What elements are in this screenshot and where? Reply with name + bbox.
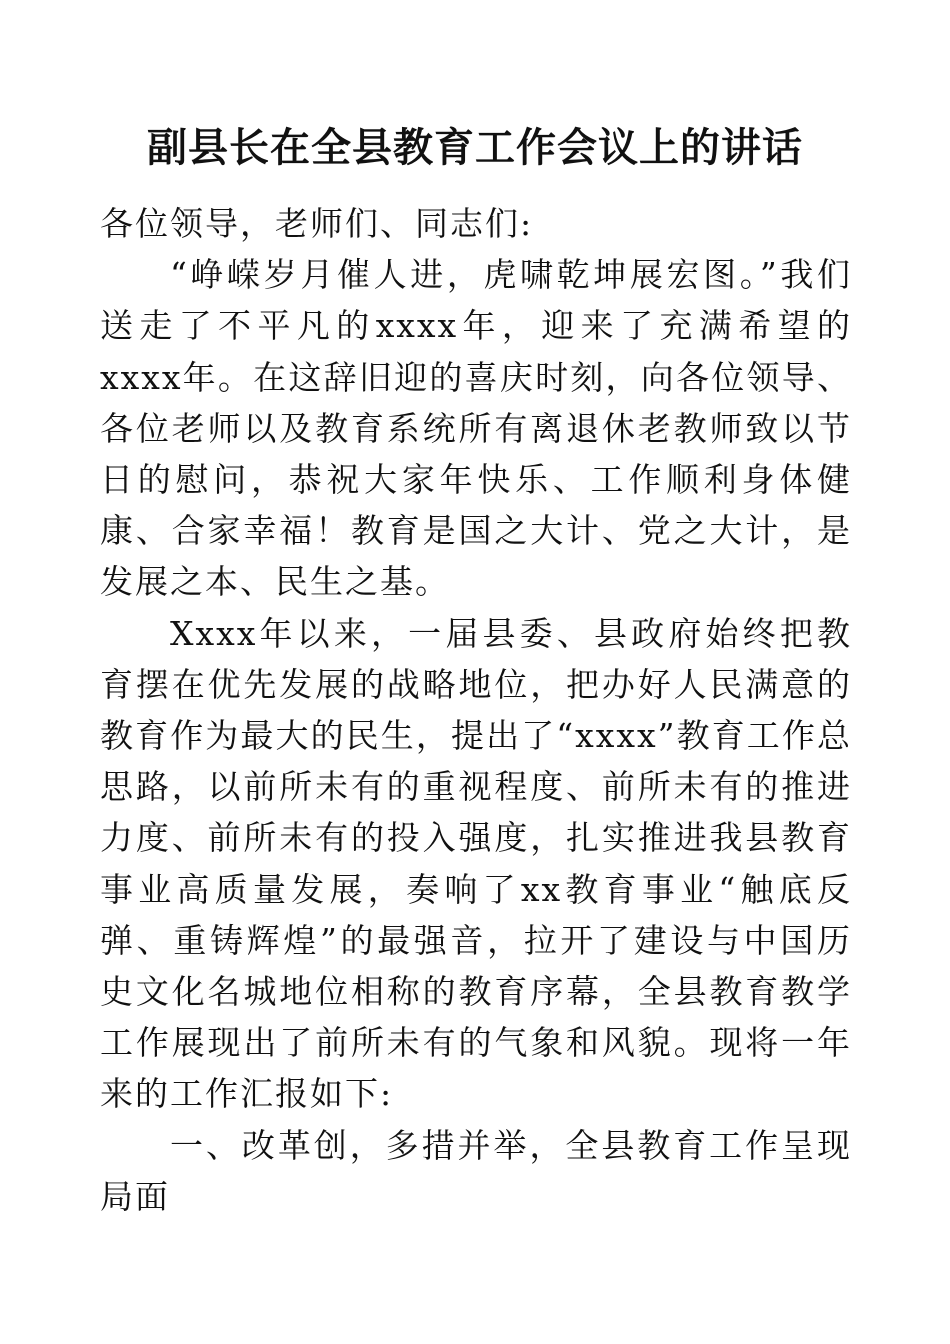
section-heading: 一、改革创，多措并举，全县教育工作呈现局面	[100, 1125, 852, 1216]
document-body	[100, 198, 852, 1222]
document-title: 副县长在全县教育工作会议上的讲话	[147, 124, 803, 171]
paragraph-opening: “峥嵘岁月催人进，虎啸乾坤展宏图。”我们送走了不平凡的xxxx年，迎来了充满希望的xxxx年。在这辞旧迎的喜庆时刻，向各位领导、各位老师以及教育系统所有离退休老教师致以节日的慰问，恭祝大家年快乐、工作顺利身体健康、合家幸福！教育是国之大计、党之大计，是发展之本、民生之基。	[100, 255, 852, 602]
salutation: 各位领导，老师们、同志们:	[100, 204, 534, 243]
paragraph-summary: Xxxx年以来，一届县委、县政府始终把教育摆在优先发展的战略地位，把办好人民满意的教育作为最大的民生，提出了“xxxx”教育工作总思路，以前所未有的重视程度、前所未有的推进力度、前所未有的投入强度，扎实推进我县教育事业高质量发展，奏响了xx教育事业“触底反弹、重铸辉煌”的最强音，拉开了建设与中国历史文化名城地位相称的教育序幕，全县教育教学工作展现出了前所未有的气象和风貌。现将一年来的工作汇报如下:	[100, 613, 852, 1114]
